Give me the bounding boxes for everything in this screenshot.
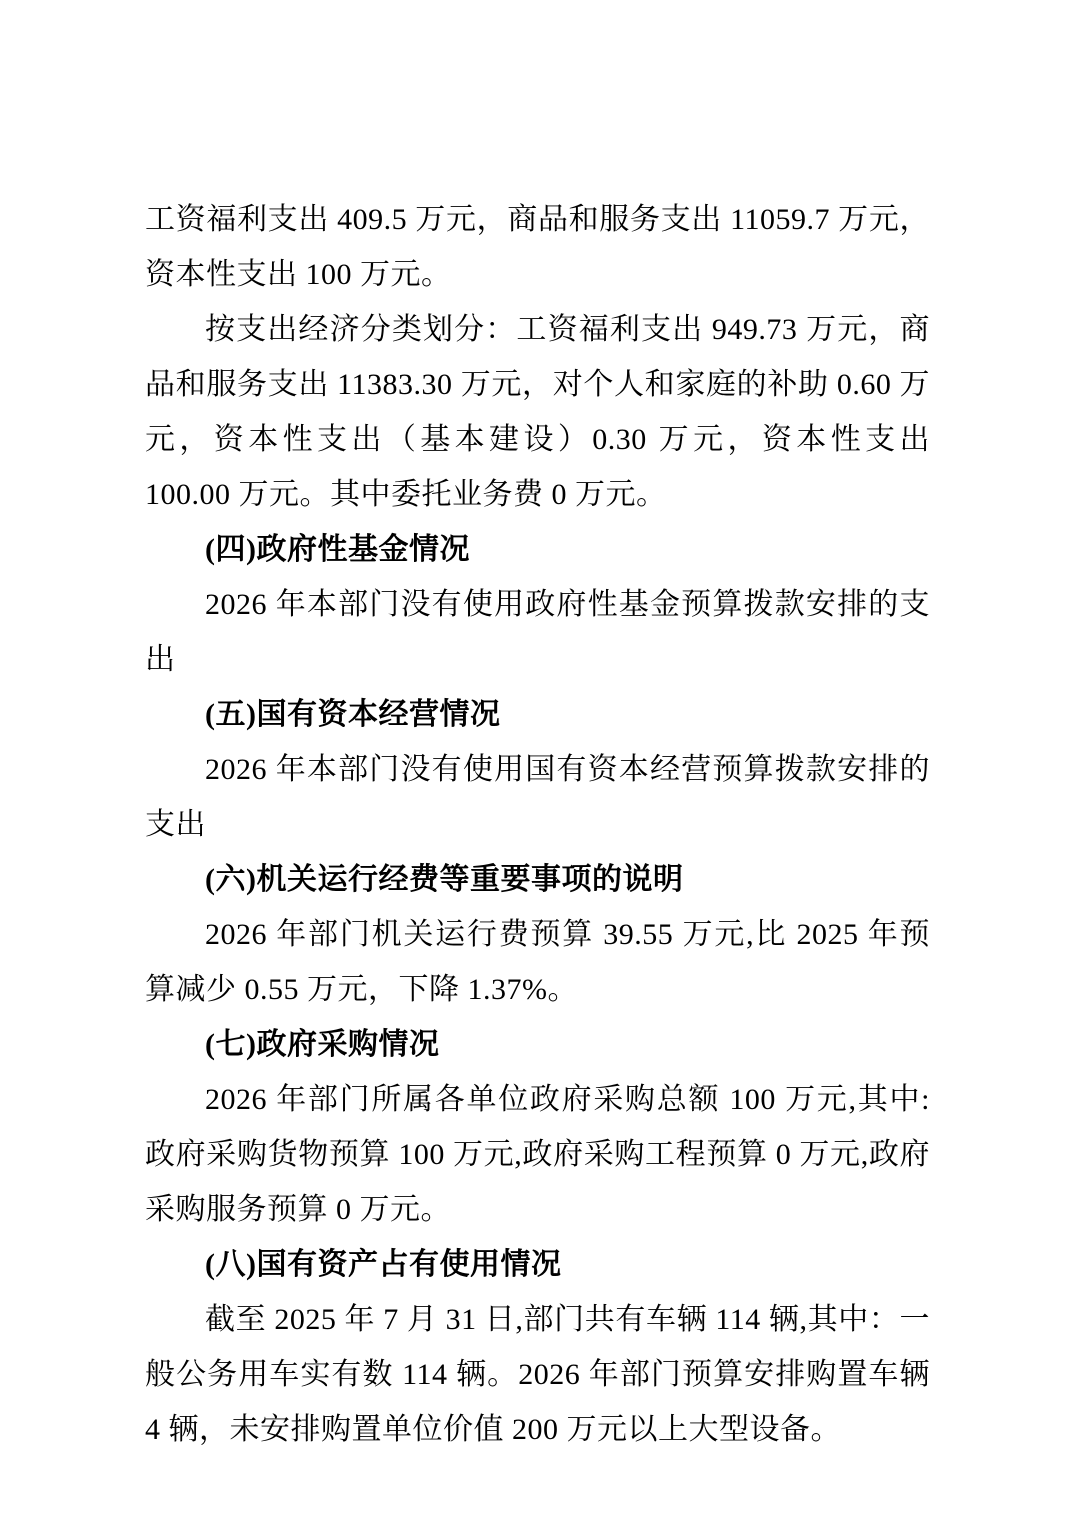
body-paragraph: 截至 2025 年 7 月 31 日,部门共有车辆 114 辆,其中：一般公务用车实有数 114 辆。2026 年部门预算安排购置车辆 4 辆，未安排购置单位价值 200 万元以上大型设备。: [145, 1303, 930, 1446]
section-heading: (五)国有资本经营情况: [205, 698, 501, 731]
body-paragraph: 工资福利支出 409.5 万元，商品和服务支出 11059.7 万元，资本性支出 100 万元。: [145, 203, 930, 291]
section-heading: (四)政府性基金情况: [205, 533, 470, 566]
body-paragraph: 2026 年部门机关运行费预算 39.55 万元,比 2025 年预算减少 0.55 万元，下降 1.37%。: [145, 918, 930, 1006]
section-heading: (六)机关运行经费等重要事项的说明: [205, 863, 684, 896]
body-paragraph: 2026 年本部门没有使用政府性基金预算拨款安排的支出: [145, 588, 930, 676]
body-paragraph: 按支出经济分类划分：工资福利支出 949.73 万元，商品和服务支出 11383.30 万元，对个人和家庭的补助 0.60 万元，资本性支出（基本建设）0.30 万元，资本性支出 100.00 万元。其中委托业务费 0 万元。: [145, 313, 930, 511]
section-heading: (八)国有资产占有使用情况: [205, 1248, 562, 1281]
document-body: [145, 192, 930, 1457]
body-paragraph: 2026 年本部门没有使用国有资本经营预算拨款安排的支出: [145, 753, 930, 841]
body-paragraph: 2026 年部门所属各单位政府采购总额 100 万元,其中:政府采购货物预算 100 万元,政府采购工程预算 0 万元,政府采购服务预算 0 万元。: [145, 1083, 930, 1226]
section-heading: (七)政府采购情况: [205, 1028, 440, 1061]
